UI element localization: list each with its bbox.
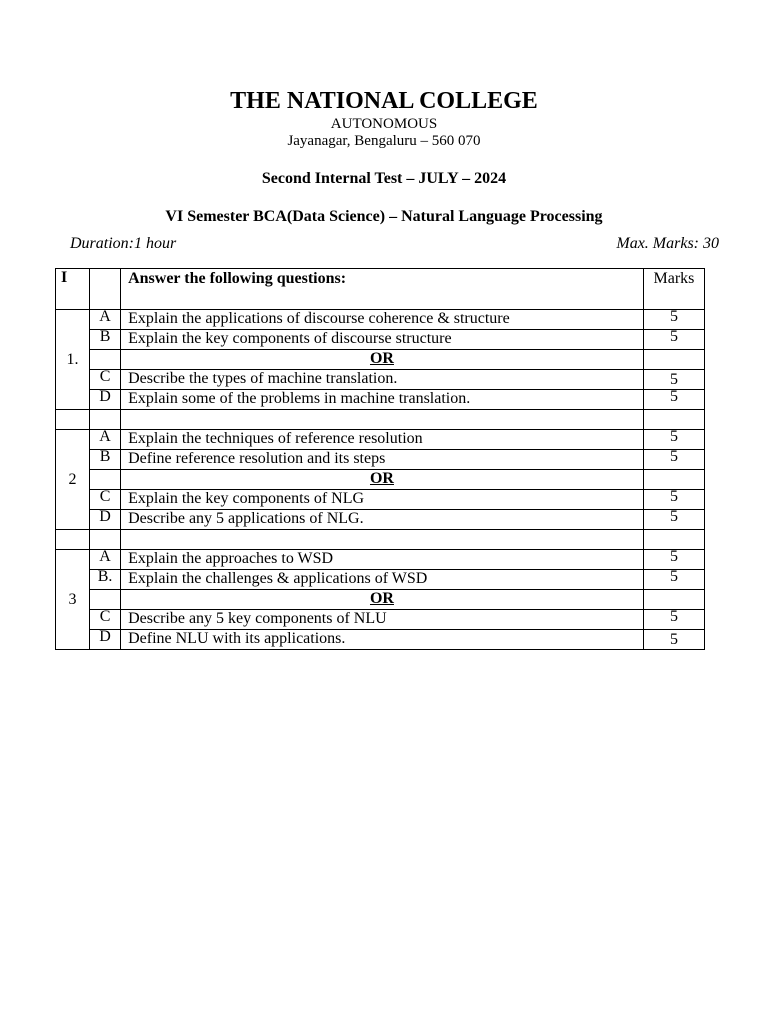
or-row [56, 350, 705, 370]
sub-question-label: A [90, 310, 121, 330]
question-text: Describe any 5 key components of NLU [121, 610, 644, 630]
instruction: Answer the following questions: [121, 269, 644, 310]
college-address: Jayanagar, Bengaluru – 560 070 [287, 133, 481, 149]
or-divider: OR [121, 470, 644, 490]
empty-cell [90, 350, 121, 370]
question-marks: 5 [643, 570, 704, 590]
question-marks: 5 [643, 310, 704, 330]
question-text: Describe the types of machine translation. [121, 370, 644, 390]
empty-cell [90, 269, 121, 310]
table-row [56, 370, 705, 390]
table-row [56, 550, 705, 570]
table-row [56, 610, 705, 630]
empty-cell [90, 470, 121, 490]
question-text: Explain the key components of discourse structure [121, 330, 644, 350]
question-number: 3 [56, 550, 90, 650]
or-row [56, 470, 705, 490]
table-row [56, 490, 705, 510]
table-row [56, 390, 705, 410]
question-text: Explain some of the problems in machine translation. [121, 390, 644, 410]
max-marks: Max. Marks: 30 [616, 235, 719, 252]
question-marks: 5 [643, 450, 704, 470]
sub-question-label: D [90, 630, 121, 650]
question-marks: 5 [643, 390, 704, 410]
or-row [56, 590, 705, 610]
question-marks: 5 [643, 370, 704, 390]
question-number: 2 [56, 430, 90, 530]
sub-question-label: C [90, 490, 121, 510]
question-text: Explain the applications of discourse coherence & structure [121, 310, 644, 330]
table-row [56, 430, 705, 450]
empty-cell [90, 590, 121, 610]
question-text: Describe any 5 applications of NLG. [121, 510, 644, 530]
question-marks: 5 [643, 630, 704, 650]
table-row [56, 310, 705, 330]
section-number: I [56, 269, 90, 310]
question-text: Explain the challenges & applications of WSD [121, 570, 644, 590]
or-divider: OR [121, 350, 644, 370]
question-marks: 5 [643, 550, 704, 570]
course-title: VI Semester BCA(Data Science) – Natural Language Processing [165, 208, 603, 225]
marks-header: Marks [643, 269, 704, 310]
empty-cell [643, 350, 704, 370]
or-divider: OR [121, 590, 644, 610]
college-name: THE NATIONAL COLLEGE [230, 88, 538, 114]
sub-question-label: A [90, 550, 121, 570]
question-table [55, 268, 705, 650]
sub-question-label: B [90, 330, 121, 350]
question-number: 1. [56, 310, 90, 410]
table-row [56, 510, 705, 530]
question-marks: 5 [643, 610, 704, 630]
table-row [56, 450, 705, 470]
question-text: Define reference resolution and its steps [121, 450, 644, 470]
question-marks: 5 [643, 510, 704, 530]
empty-cell [643, 470, 704, 490]
question-text: Define NLU with its applications. [121, 630, 644, 650]
table-row [56, 570, 705, 590]
question-text: Explain the approaches to WSD [121, 550, 644, 570]
spacer-row [56, 530, 705, 550]
sub-question-label: A [90, 430, 121, 450]
table-header-row [56, 269, 705, 310]
question-marks: 5 [643, 330, 704, 350]
sub-question-label: C [90, 370, 121, 390]
question-text: Explain the key components of NLG [121, 490, 644, 510]
sub-question-label: D [90, 510, 121, 530]
question-marks: 5 [643, 490, 704, 510]
sub-question-label: C [90, 610, 121, 630]
table-row [56, 330, 705, 350]
table-row [56, 630, 705, 650]
empty-cell [643, 590, 704, 610]
sub-question-label: D [90, 390, 121, 410]
question-text: Explain the techniques of reference resolution [121, 430, 644, 450]
college-status: AUTONOMOUS [330, 116, 438, 132]
sub-question-label: B. [90, 570, 121, 590]
duration: Duration:1 hour [70, 235, 177, 252]
test-title: Second Internal Test – JULY – 2024 [261, 170, 507, 187]
spacer-row [56, 410, 705, 430]
question-marks: 5 [643, 430, 704, 450]
sub-question-label: B [90, 450, 121, 470]
